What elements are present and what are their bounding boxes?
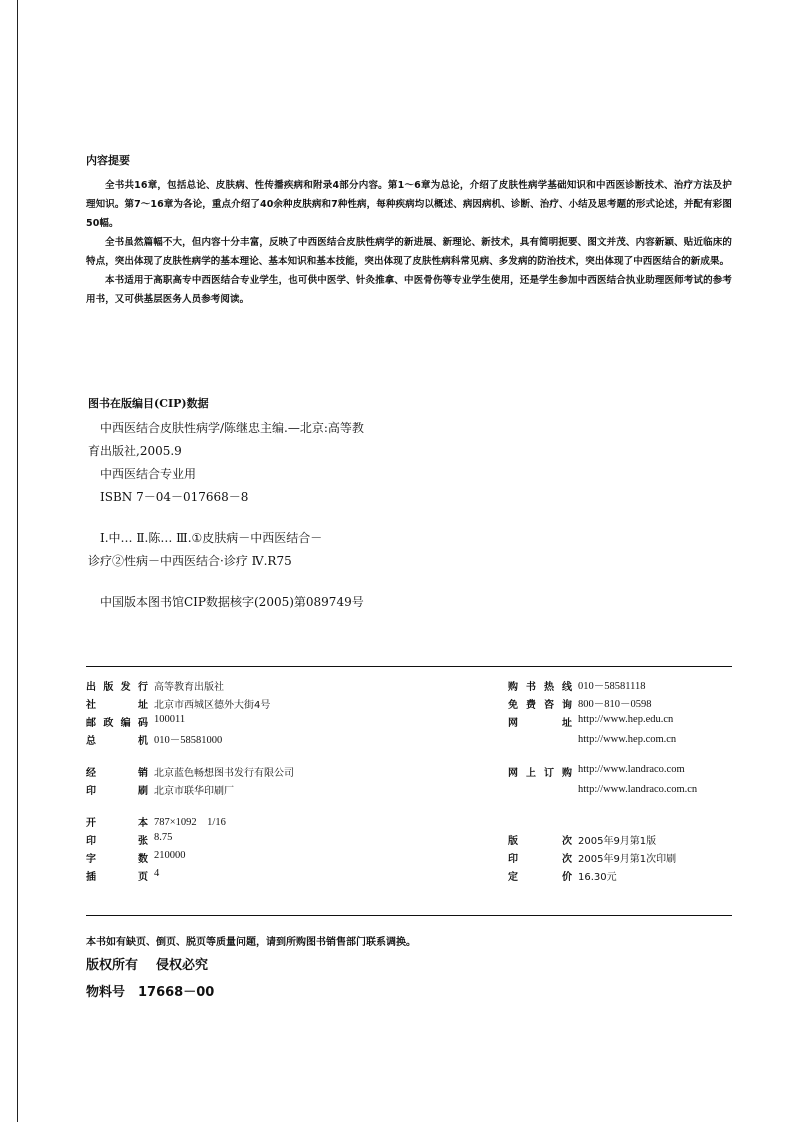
pub-value: 787×1092 1/16 [154, 816, 226, 828]
summary-title: 内容提要 [86, 154, 130, 167]
pub-label: 插 页 [86, 871, 148, 883]
pub-row [86, 712, 732, 730]
pub-value: 800－810－0598 [578, 698, 652, 710]
pub-row [86, 812, 732, 830]
pub-value: 北京蓝色畅想图书发行有限公司 [154, 767, 294, 779]
pub-value: 2005年9月第1版 [578, 835, 657, 847]
publisher-info-table [86, 676, 732, 884]
pub-label: 免费咨询 [508, 699, 572, 711]
pub-row [86, 848, 732, 866]
pub-value: 010－58581000 [154, 734, 223, 746]
pub-label [508, 734, 578, 745]
copyright-line [86, 954, 732, 973]
pub-value: 210000 [154, 849, 186, 861]
pub-label: 印 刷 [86, 785, 148, 797]
footer-block [86, 933, 732, 1000]
summary-paragraph-2: 全书虽然篇幅不大，但内容十分丰富，反映了中西医结合皮肤性病学的新进展、新理论、新技术，具有简明扼要、图文并茂、内容新颖、贴近临床的特点，突出体现了皮肤性病学的基本理论、基本知识和基本技能，突出体现了皮肤性病科常见病、多发病的防治技术，突出体现了中西医结合的新成果。 [86, 237, 732, 267]
pub-value: 16.30元 [578, 871, 617, 883]
pub-row [86, 762, 732, 780]
pub-label: 网 址 [508, 717, 572, 729]
cip-block [88, 395, 488, 610]
pub-label: 版 次 [508, 835, 572, 847]
pub-value: 北京市联华印刷厂 [154, 785, 234, 797]
pub-order-link[interactable]: http://www.landraco.com [578, 763, 685, 775]
pub-row [86, 676, 732, 694]
pub-value: 2005年9月第1次印刷 [578, 853, 677, 865]
pub-row [86, 694, 732, 712]
pub-label: 印 张 [86, 835, 148, 847]
pub-label: 购书热线 [508, 681, 572, 693]
summary-body [86, 176, 732, 309]
infringement-label: 侵权必究 [156, 958, 209, 973]
page-margin-line [17, 0, 18, 1122]
cip-line-title: 中西医结合皮肤性病学/陈继忠主编.—北京:高等教 [100, 421, 364, 435]
pub-label: 社 址 [86, 699, 148, 711]
pub-row [86, 866, 732, 884]
publisher-bottom-rule [86, 915, 732, 916]
pub-label: 定 价 [508, 871, 572, 883]
pub-value: 高等教育出版社 [154, 681, 224, 693]
pub-website-link[interactable]: http://www.hep.com.cn [578, 733, 677, 745]
cip-line-subject-2: 诊疗②性病－中西医结合·诊疗 Ⅳ.R75 [88, 554, 292, 568]
pub-label: 出版发行 [86, 681, 148, 693]
pub-value: 8.75 [154, 831, 173, 843]
pub-row [86, 780, 732, 798]
summary-paragraph-1: 全书共16章，包括总论、皮肤病、性传播疾病和附录4部分内容。第1～6章为总论，介绍了皮肤性病学基础知识和中西医诊断技术、治疗方法及护理知识。第7～16章为各论，重点介绍了40余种皮肤病和7种性病，每种疾病均以概述、病因病机、诊断、治疗、小结及思考题的形式论述，并配有彩图50幅。 [86, 180, 732, 229]
cip-line-subject-1: Ⅰ.中… Ⅱ.陈… Ⅲ.①皮肤病－中西医结合－ [100, 531, 323, 545]
pub-label: 网上订购 [508, 767, 572, 779]
pub-label: 邮政编码 [86, 717, 148, 729]
pub-order-link[interactable]: http://www.landraco.com.cn [578, 783, 698, 795]
cip-record-number: 中国版本图书馆CIP数据核字(2005)第089749号 [100, 595, 364, 609]
cip-line-series: 中西医结合专业用 [100, 467, 197, 481]
cip-line-publisher: 育出版社,2005.9 [88, 444, 182, 458]
pub-value: 010－58581118 [578, 680, 646, 692]
pub-row [86, 730, 732, 748]
summary-paragraph-3: 本书适用于高职高专中西医结合专业学生，也可供中医学、针灸推拿、中医骨伤等专业学生使用，还是学生参加中西医结合执业助理医师考试的参考用书，又可供基层医务人员参考阅读。 [86, 275, 732, 305]
pub-label: 字 数 [86, 853, 148, 865]
quality-notice: 本书如有缺页、倒页、脱页等质量问题，请到所购图书销售部门联系调换。 [86, 937, 416, 948]
pub-label: 总 机 [86, 735, 148, 747]
pub-row [86, 830, 732, 848]
pub-value: 4 [154, 867, 160, 879]
pub-label: 印 次 [508, 853, 572, 865]
pub-label [508, 784, 578, 795]
pub-value: 北京市西城区德外大街4号 [154, 699, 271, 711]
cip-line-isbn: ISBN 7－04－017668－8 [100, 490, 249, 504]
pub-value: 100011 [154, 713, 186, 725]
material-number: 物料号 17668－00 [86, 985, 215, 1000]
pub-website-link[interactable]: http://www.hep.edu.cn [578, 713, 674, 725]
publisher-top-rule [86, 666, 732, 667]
copyright-label: 版权所有 [86, 958, 139, 973]
pub-label: 经 销 [86, 767, 148, 779]
cip-title: 图书在版编目(CIP)数据 [88, 397, 209, 410]
pub-label: 开 本 [86, 817, 148, 829]
